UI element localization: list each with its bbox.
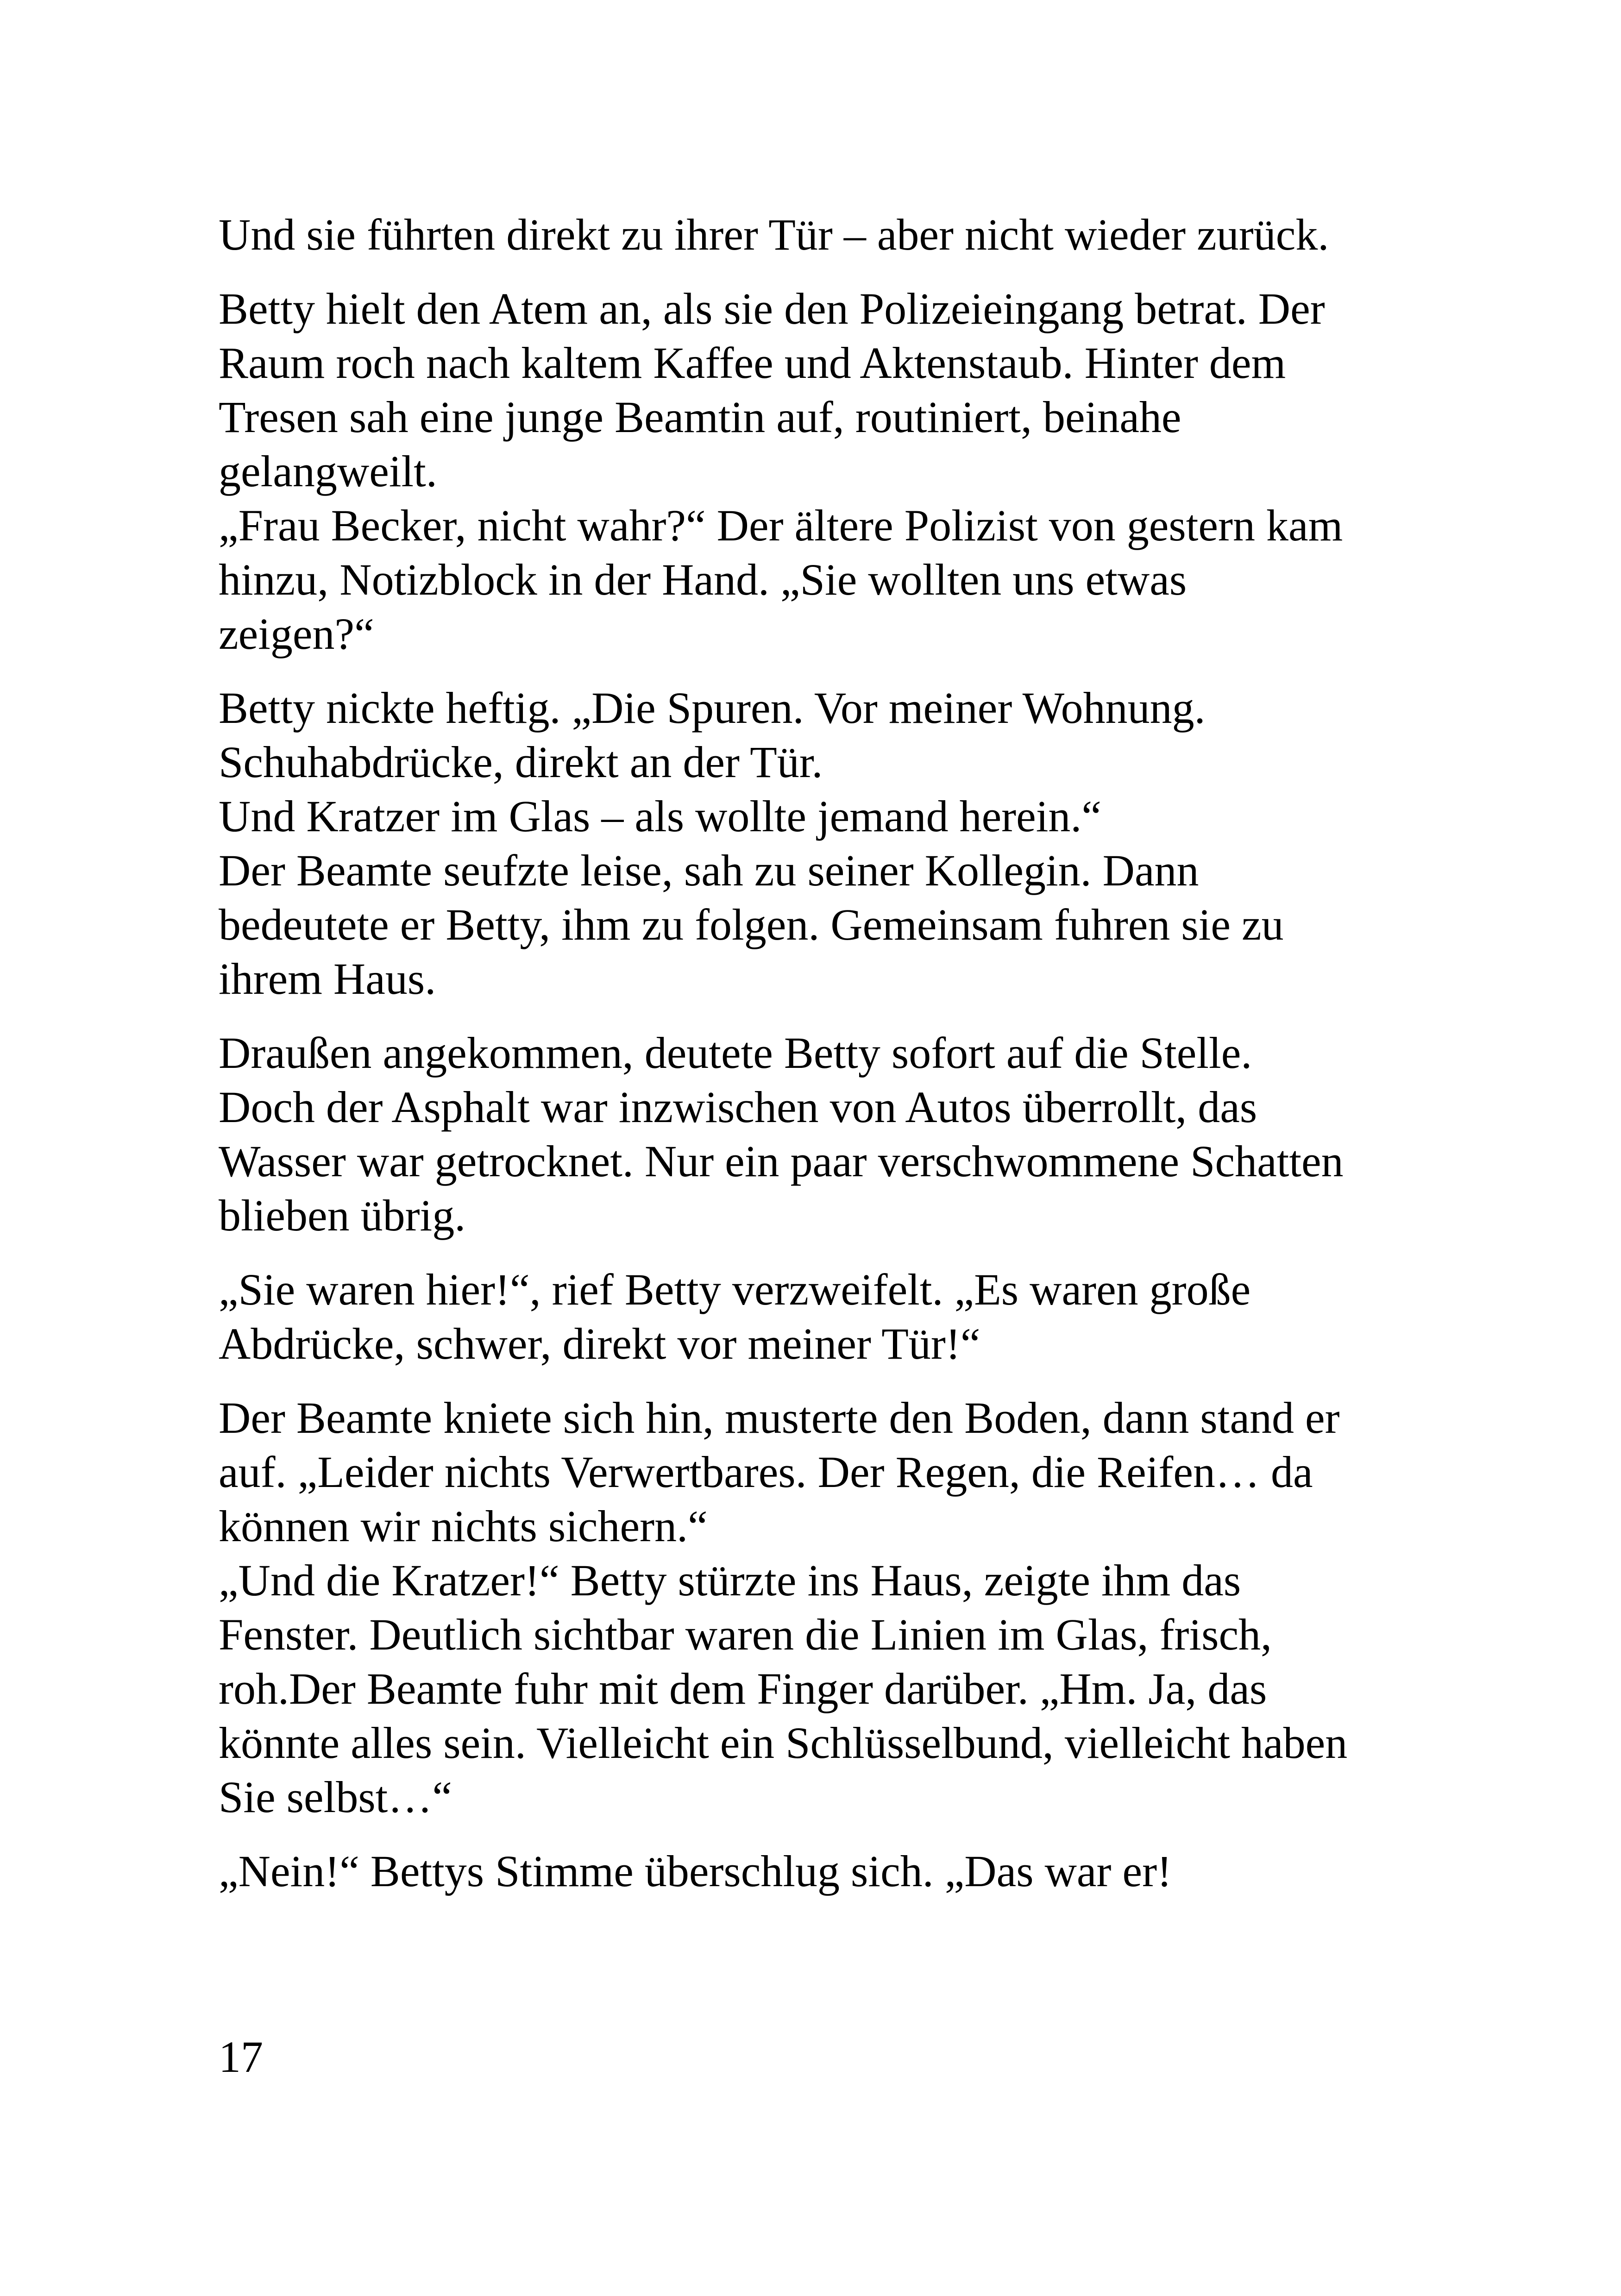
text-line: zeigen?“: [219, 609, 374, 659]
text-line: bedeutete er Betty, ihm zu folgen. Gemeinsam fuhren sie zu: [219, 900, 1284, 949]
text-line: Raum roch nach kaltem Kaffee und Aktenstaub. Hinter dem: [219, 338, 1286, 388]
text-line: „Sie waren hier!“, rief Betty verzweifelt. „Es waren große: [219, 1265, 1251, 1314]
text-line: Fenster. Deutlich sichtbar waren die Linien im Glas, frisch,: [219, 1610, 1272, 1659]
text-line: Doch der Asphalt war inzwischen von Autos überrollt, das: [219, 1082, 1257, 1132]
paragraph: [219, 1391, 1441, 1824]
text-line: Schuhabdrücke, direkt an der Tür.: [219, 737, 823, 787]
text-line: blieben übrig.: [219, 1191, 466, 1240]
paragraph: [219, 282, 1441, 661]
text-line: gelangweilt.: [219, 446, 437, 496]
text-line: könnte alles sein. Vielleicht ein Schlüsselbund, vielleicht haben: [219, 1718, 1348, 1768]
page-number: 17: [219, 2032, 263, 2082]
text-line: „Und die Kratzer!“ Betty stürzte ins Haus, zeigte ihm das: [219, 1556, 1241, 1605]
text-line: können wir nichts sichern.“: [219, 1501, 708, 1551]
text-line: roh.Der Beamte fuhr mit dem Finger darüber. „Hm. Ja, das: [219, 1664, 1267, 1713]
paragraph: [219, 681, 1441, 1006]
text-line: Sie selbst…“: [219, 1772, 452, 1822]
text-line: ihrem Haus.: [219, 954, 436, 1004]
text-line: „Frau Becker, nicht wahr?“ Der ältere Polizist von gestern kam: [219, 501, 1343, 550]
text-line: Draußen angekommen, deutete Betty sofort auf die Stelle.: [219, 1028, 1252, 1078]
text-line: Wasser war getrocknet. Nur ein paar verschwommene Schatten: [219, 1136, 1344, 1186]
paragraph: [219, 1026, 1441, 1242]
text-line: Und Kratzer im Glas – als wollte jemand herein.“: [219, 791, 1102, 841]
text-body: [219, 207, 1441, 1898]
text-line: Der Beamte seufzte leise, sah zu seiner Kollegin. Dann: [219, 846, 1199, 895]
paragraph: [219, 1262, 1441, 1371]
paragraph: [219, 1844, 1441, 1898]
text-line: Und sie führten direkt zu ihrer Tür – aber nicht wieder zurück.: [219, 210, 1329, 259]
paragraph: [219, 207, 1441, 262]
text-line: hinzu, Notizblock in der Hand. „Sie wollten uns etwas: [219, 555, 1187, 604]
text-line: Betty hielt den Atem an, als sie den Polizeieingang betrat. Der: [219, 284, 1325, 333]
text-line: Abdrücke, schwer, direkt vor meiner Tür!“: [219, 1319, 980, 1368]
text-line: „Nein!“ Bettys Stimme überschlug sich. „Das war er!: [219, 1846, 1172, 1896]
text-line: Tresen sah eine junge Beamtin auf, routiniert, beinahe: [219, 392, 1181, 442]
text-line: Der Beamte kniete sich hin, musterte den Boden, dann stand er: [219, 1393, 1340, 1443]
text-line: auf. „Leider nichts Verwertbares. Der Regen, die Reifen… da: [219, 1447, 1313, 1497]
text-line: Betty nickte heftig. „Die Spuren. Vor meiner Wohnung.: [219, 683, 1206, 733]
